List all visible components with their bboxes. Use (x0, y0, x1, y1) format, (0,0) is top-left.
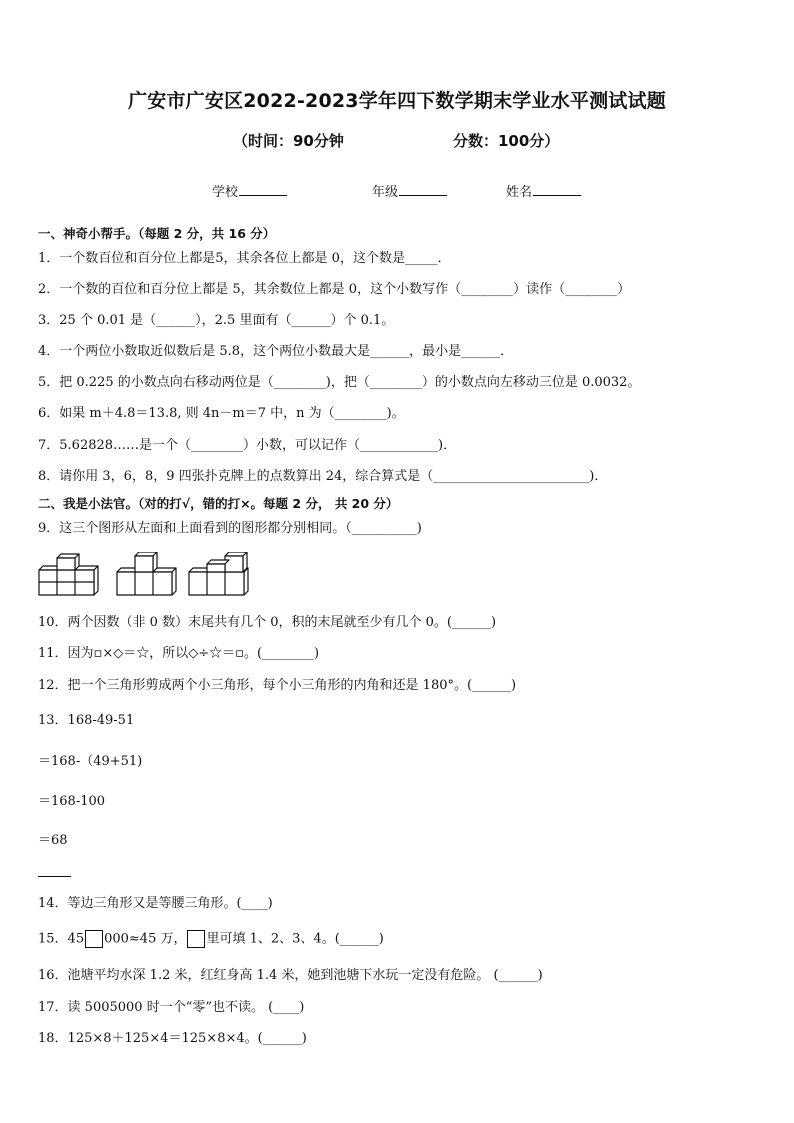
question-8: 8．请你用 3，6，8，9 四张扑克牌上的点数算出 24，综合算式是（________________________)． (38, 469, 608, 484)
blank-box (85, 930, 103, 948)
question-15 (38, 930, 384, 949)
question-16: 16．池塘平均水深 1.2 米，红红身高 1.4 米，她到池塘下水玩一定没有危险。 (______) (38, 968, 543, 983)
question-10: 10．两个因数（非 0 数）末尾共有几个 0，积的末尾就至少有几个 0。(______) (38, 615, 497, 630)
name-field (506, 181, 581, 200)
blank-box (187, 930, 205, 948)
question-13-line-1: 13．168-49-51 (38, 713, 135, 728)
cube-figures-drawing (37, 552, 251, 598)
question-13-line-2: ＝168-（49+51) (38, 754, 143, 769)
question-7: 7．5.62828……是一个（________）小数，可以记作（____________)． (38, 438, 457, 453)
question-17: 17．读 5005000 时一个“零”也不读。 (____) (38, 1000, 305, 1015)
question-5: 5．把 0.225 的小数点向右移动两位是（________)，把（________）的小数点向左移动三位是 0.0032。 (38, 375, 641, 390)
question-6: 6．如果 m＋4.8＝13.8, 则 4n－m＝7 中，n 为（________)。 (38, 406, 405, 421)
question-15-part-2: 000≈45 万， (104, 931, 187, 947)
question-9: 9．这三个图形从左面和上面看到的图形都分别相同。（__________) (38, 521, 422, 536)
section-1-heading: 一、神奇小帮手。（每题 2 分，共 16 分） (38, 226, 276, 241)
question-13-line-3: ＝168-100 (38, 794, 106, 809)
question-12: 12．把一个三角形剪成两个小三角形，每个小三角形的内角和还是 180°。(______) (38, 678, 517, 693)
cube-figure-3 (189, 552, 248, 595)
exam-title: 广安市广安区2022-2023学年四下数学期末学业水平测试试题 (128, 90, 666, 112)
school-blank (239, 183, 287, 196)
question-18: 18．125×8＋125×4＝125×8×4。(______) (38, 1031, 307, 1046)
answer-underline (38, 876, 71, 877)
exam-score: 分数：100分） (453, 132, 560, 150)
question-11: 11．因为▫×◇＝☆，所以◇÷☆＝▫。(________) (38, 646, 320, 661)
exam-time: （时间：90分钟 (233, 132, 344, 150)
question-14: 14．等边三角形又是等腰三角形。(____) (38, 896, 273, 911)
question-13-line-4: ＝68 (38, 833, 68, 848)
question-4: 4．一个两位小数取近似数后是 5.8，这个两位小数最大是______，最小是______． (38, 344, 514, 359)
school-field (212, 181, 287, 200)
section-2-heading: 二、我是小法官。（对的打√，错的打×。每题 2 分， 共 20 分） (38, 496, 399, 511)
name-label: 姓名 (506, 185, 533, 200)
question-2: 2．一个数的百位和百分位上都是 5，其余数位上都是 0，这个小数写作（________）读作（________） (38, 282, 631, 297)
name-blank (533, 183, 581, 196)
question-15-part-3: 里可填 1、2、3、4。(______) (206, 931, 384, 947)
grade-label: 年级 (372, 185, 399, 200)
question-1: 1．一个数百位和百分位上都是5，其余各位上都是 0，这个数是_____． (38, 251, 451, 266)
question-3: 3．25 个 0.01 是（______），2.5 里面有（______）个 0.1。 (38, 313, 395, 328)
cube-figures (37, 552, 251, 602)
grade-blank (399, 183, 447, 196)
grade-field (372, 181, 447, 200)
cube-figure-2 (117, 552, 176, 595)
question-15-part-1: 15．45 (38, 931, 85, 947)
school-label: 学校 (212, 185, 239, 200)
cube-figure-1 (39, 554, 98, 595)
